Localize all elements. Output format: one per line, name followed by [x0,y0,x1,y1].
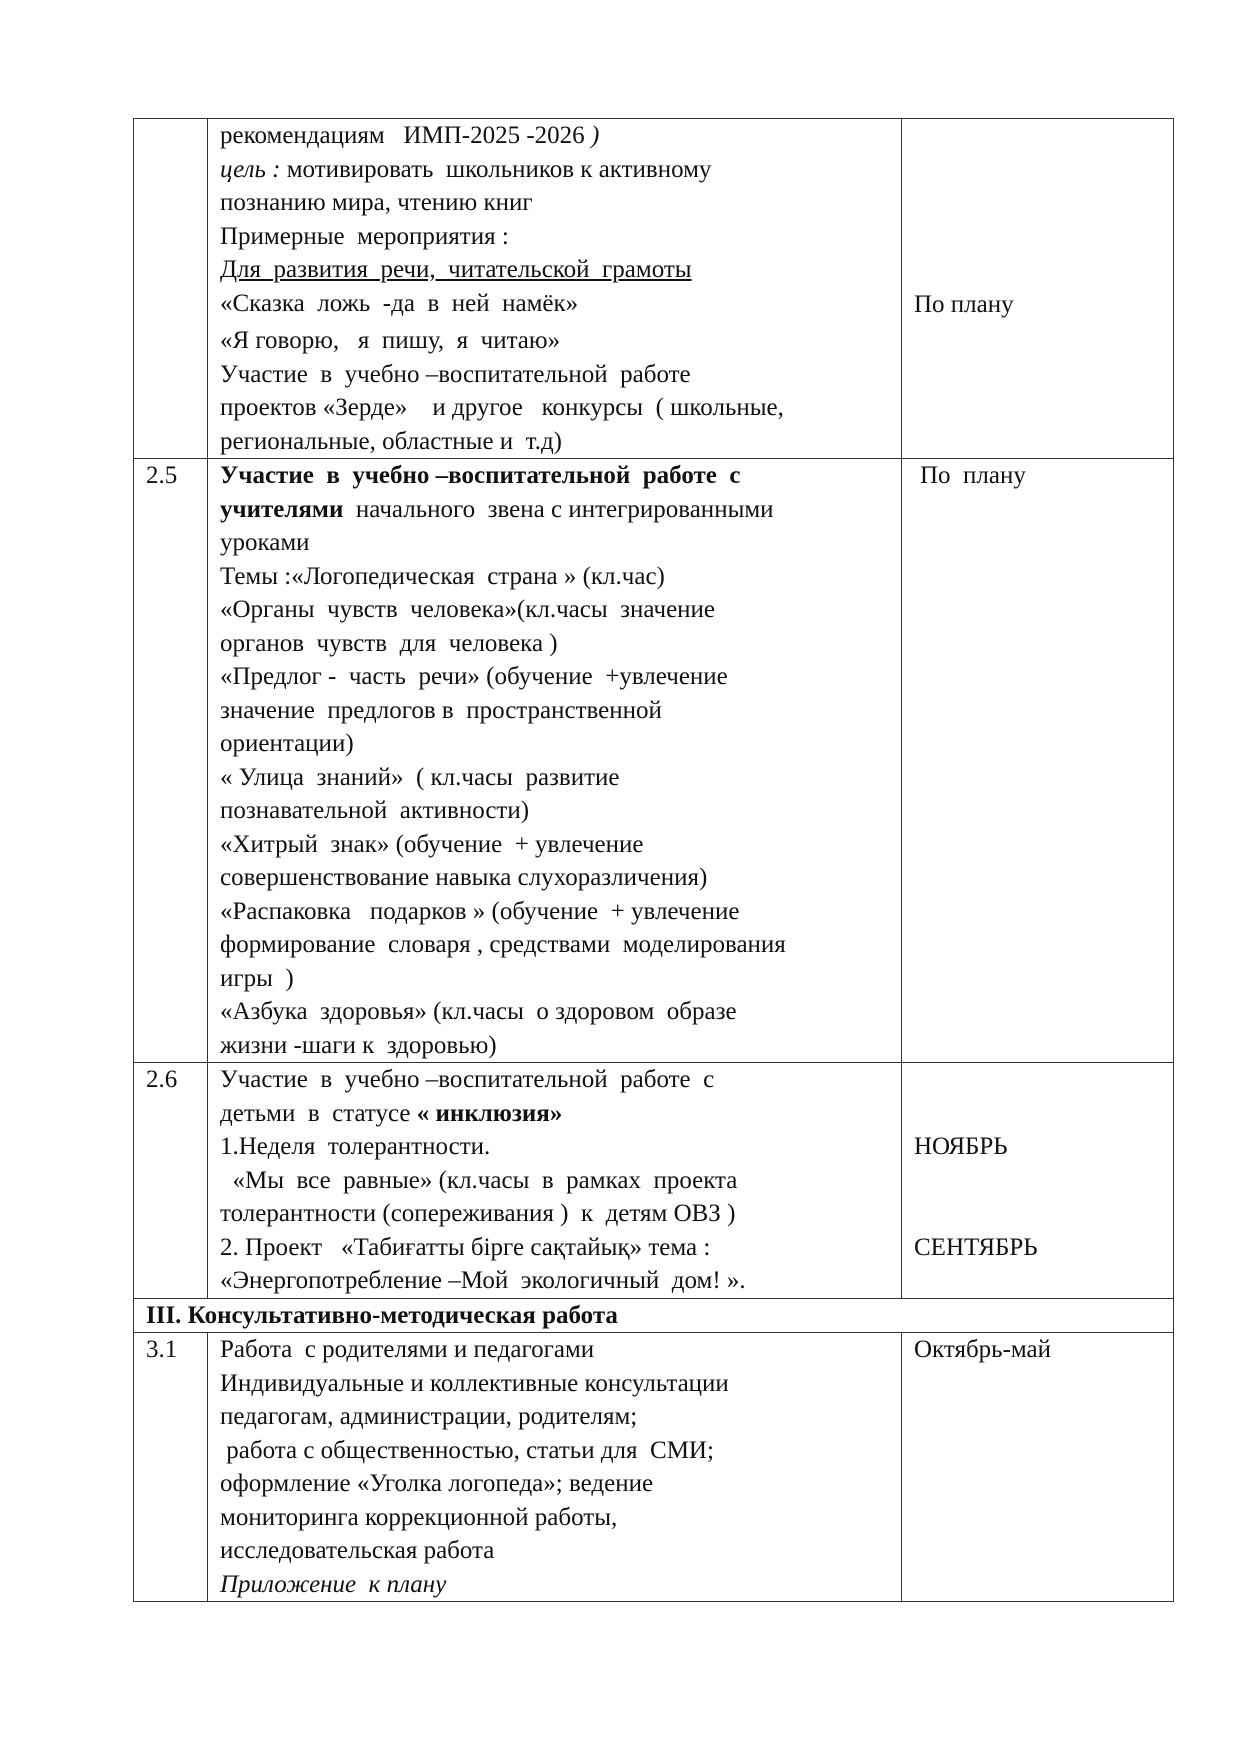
text-line: работа с общественностью, статьи для СМИ; [220,1436,714,1464]
text-line: «Хитрый знак» (обучение + увлечение [220,830,644,858]
activity-cell [208,119,902,459]
date-text: НОЯБРЬ [914,1133,1008,1160]
row-number-cell [134,459,208,1063]
text-line: Работа с родителями и педагогами [220,1336,595,1363]
underlined-heading: Для развития речи, читательской грамоты [220,256,692,283]
text-line: оформление «Уголка логопеда»; ведение [220,1470,654,1497]
text-line: учителями начального звена с интегрированными [220,495,774,523]
text-line: Примерные мероприятия : [220,222,509,250]
text-line: мониторинга коррекционной работы, [220,1503,618,1531]
appendix-note: Приложение к плану [220,1570,447,1598]
text-line: познавательной активности) [220,797,530,824]
section-title: III. Консультативно-методическая работа [134,1298,1174,1333]
text-line: органов чувств для человека ) [220,629,558,657]
text-line: педагогам, администрации, родителям; [220,1403,638,1430]
row-number-cell [134,1333,208,1602]
text-line: 2. Проект «Табиғатты бірге сақтайық» тема : [220,1233,711,1261]
text-line: значение предлогов в пространственной [220,696,662,724]
row-number: 2.5 [146,462,178,489]
text-line: Темы :«Логопедическая страна » (кл.час) [220,562,665,590]
text-line: региональные, областные и т.д) [220,427,563,455]
table-row [134,1063,1174,1299]
text-line: рекомендациям ИМП-2025 -2026 ) [220,122,600,149]
text-line: «Энергопотребление –Мой экологичный дом! ». [220,1267,746,1294]
text-line: уроками [220,529,310,556]
activity-cell [208,1063,902,1299]
text-line: проектов «Зерде» и другое конкурсы ( школьные, [220,394,784,421]
table-row [134,119,1174,459]
goal-line: цель : мотивировать школьников к активному [220,155,712,183]
table-row [134,1333,1174,1602]
date-cell [902,1063,1174,1299]
text-line: ориентации) [220,730,354,757]
table-row [134,459,1174,1063]
text-line: игры ) [220,964,294,992]
row-number: 2.6 [146,1066,178,1093]
text-line: толерантности (сопереживания ) к детям ОВЗ ) [220,1200,736,1227]
date-text: По плану [920,462,1026,489]
text-line: жизни -шаги к здоровью) [220,1031,497,1059]
text-line: Участие в учебно –воспитательной работе с [220,462,741,489]
text-line: совершенствование навыка слухоразличения) [220,864,708,891]
activity-cell [208,1333,902,1602]
text-line: формирование словаря , средствами моделирования [220,931,786,958]
date-text: СЕНТЯБРЬ [914,1233,1038,1261]
text-line: Участие в учебно –воспитательной работе [220,360,691,388]
date-cell [902,1333,1174,1602]
text-line: «Распаковка подарков » (обучение + увлечение [220,897,740,925]
text-line: познанию мира, чтению книг [220,189,533,216]
text-line: «Органы чувств человека»(кл.часы значение [220,596,716,623]
section-row [134,1298,1174,1333]
text-line: Индивидуальные и коллективные консультации [220,1369,729,1397]
work-plan-table [133,118,1174,1602]
text-line: исследовательская работа [220,1537,495,1564]
text-line: «Я говорю, я пишу, я читаю» [220,327,561,354]
text-line: Участие в учебно –воспитательной работе с [220,1066,715,1093]
row-number-cell [134,1063,208,1299]
text-line: « Улица знаний» ( кл.часы развитие [220,763,620,791]
date-cell [902,119,1174,459]
text-line: «Предлог - часть речи» (обучение +увлечение [220,663,728,690]
date-cell [902,459,1174,1063]
date-text: По плану [914,291,1014,318]
text-line: «Сказка ложь -да в ней намёк» [220,289,579,317]
text-line: «Азбука здоровья» (кл.часы о здоровом образе [220,998,737,1025]
text-line: «Мы все равные» (кл.часы в рамках проекта [220,1166,738,1194]
row-number: 3.1 [146,1336,178,1363]
date-text: Октябрь-май [914,1336,1052,1363]
activity-cell [208,459,902,1063]
goal-label: цель : [220,155,281,183]
text-line: детьми в статусе « инклюзия» [220,1099,563,1127]
row-number-cell [134,119,208,459]
text-line: 1.Неделя толерантности. [220,1133,491,1160]
